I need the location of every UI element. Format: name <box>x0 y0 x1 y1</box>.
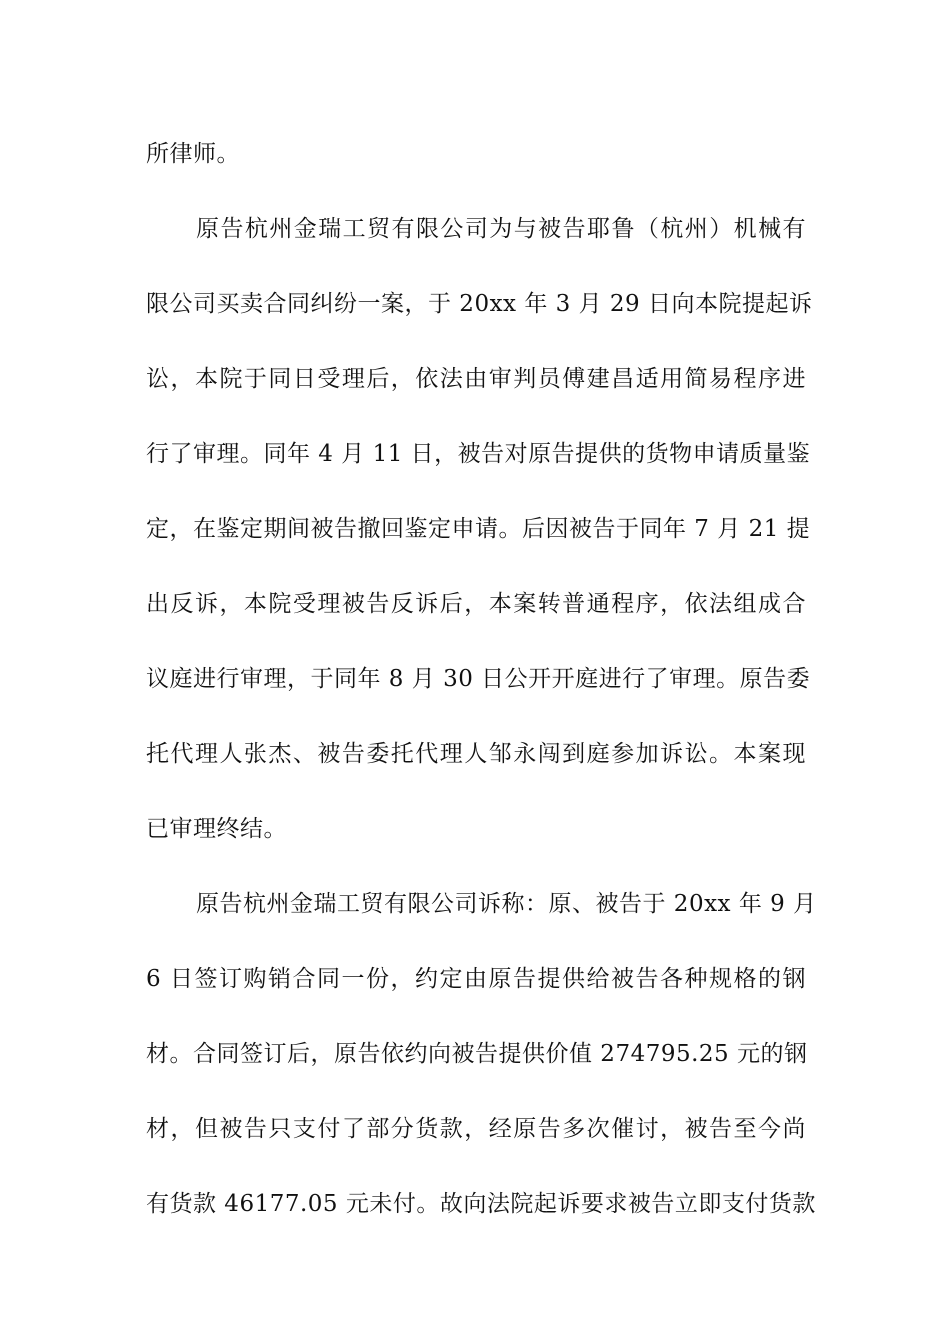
text-line: 材。合同签订后，原告依约向被告提供价值 274795.25 元的钢 <box>146 1041 808 1067</box>
text-line: 定，在鉴定期间被告撤回鉴定申请。后因被告于同年 7 月 21 提 <box>146 516 811 542</box>
text-line: 6 日签订购销合同一份，约定由原告提供给被告各种规格的钢 <box>146 966 806 992</box>
text-line: 材，但被告只支付了部分货款，经原告多次催讨，被告至今尚 <box>146 1116 806 1142</box>
text-line: 所律师。 <box>146 141 240 167</box>
text-line: 行了审理。同年 4 月 11 日，被告对原告提供的货物申请质量鉴 <box>146 441 811 467</box>
text-line: 原告杭州金瑞工贸有限公司诉称：原、被告于 20xx 年 9 月 <box>196 891 817 917</box>
text-line: 出反诉，本院受理被告反诉后，本案转普通程序，依法组成合 <box>146 591 806 617</box>
text-line: 托代理人张杰、被告委托代理人邹永闯到庭参加诉讼。本案现 <box>146 741 806 767</box>
text-line: 讼，本院于同日受理后，依法由审判员傅建昌适用简易程序进 <box>146 366 806 392</box>
document-body <box>146 124 817 1249</box>
text-line: 有货款 46177.05 元未付。故向法院起诉要求被告立即支付货款 <box>146 1191 816 1217</box>
text-line: 原告杭州金瑞工贸有限公司为与被告耶鲁（杭州）机械有 <box>196 216 806 242</box>
text-line: 限公司买卖合同纠纷一案，于 20xx 年 3 月 29 日向本院提起诉 <box>146 291 813 317</box>
text-line: 已审理终结。 <box>146 816 287 842</box>
text-line: 议庭进行审理，于同年 8 月 30 日公开开庭进行了审理。原告委 <box>146 666 811 692</box>
